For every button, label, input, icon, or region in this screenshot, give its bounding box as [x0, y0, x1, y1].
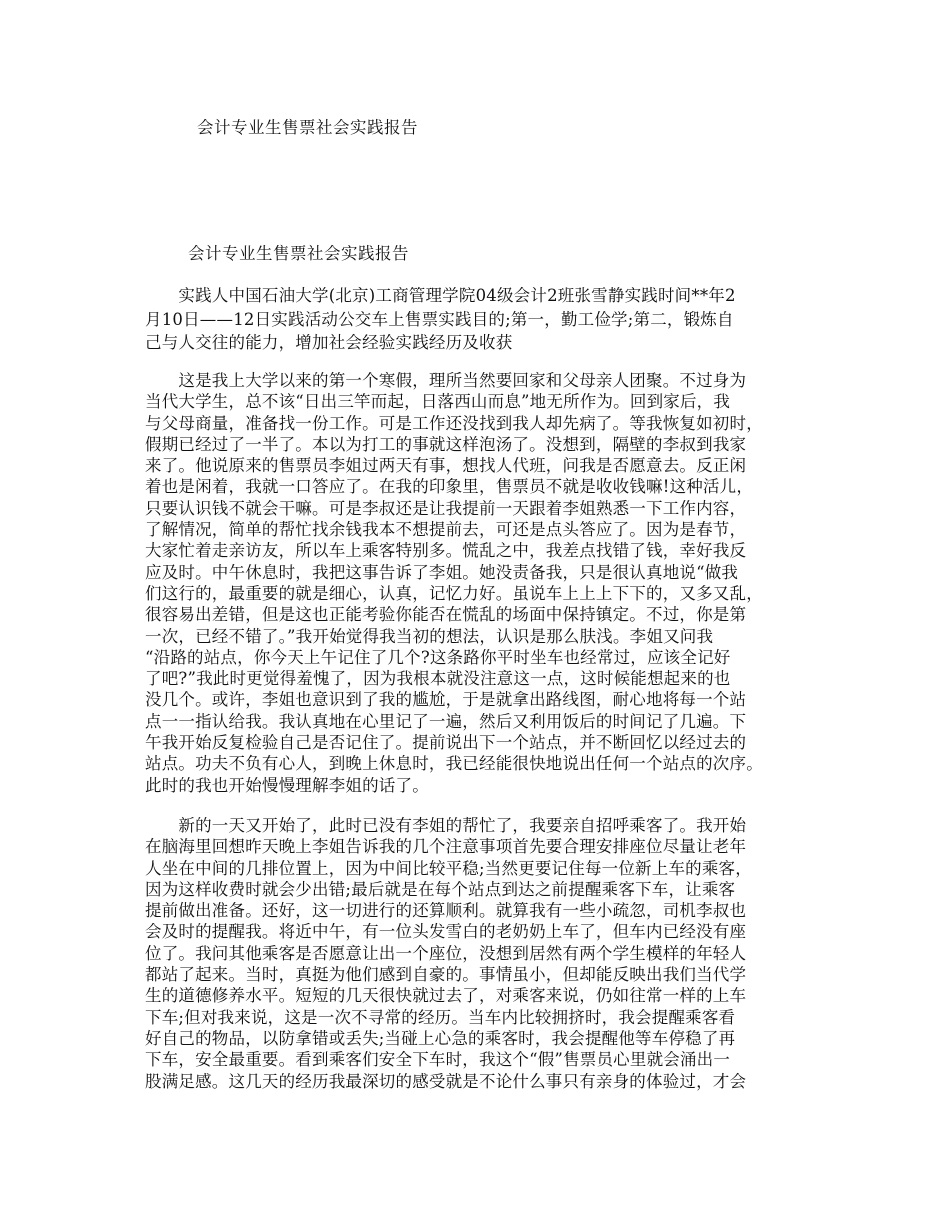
paragraph-1	[145, 370, 763, 796]
paragraph-2-line: 下车，安全最重要。看到乘客们安全下车时，我这个“假”售票员心里就会涌出一	[145, 1050, 731, 1070]
paragraph-1-line: 着也是闲着，我就一口答应了。在我的印象里，售票员不就是收收钱嘛!这种活儿，	[145, 477, 754, 497]
paragraph-2-line: 会及时的提醒我。将近中午，有一位头发雪白的老奶奶上车了，但车内已经没有座	[145, 922, 747, 942]
intro-paragraph	[145, 284, 736, 355]
intro-line: 己与人交往的能力，增加社会经验实践经历及收获	[145, 333, 513, 352]
header-title: 会计专业生售票社会实践报告	[197, 118, 418, 137]
paragraph-1-line: 了吧?”我此时更觉得羞愧了，因为我根本就没注意这一点，这时候能想起来的也	[145, 669, 731, 689]
paragraph-2-line: 在脑海里回想昨天晚上李姐告诉我的几个注意事项首先要合理安排座位尽量让老年	[145, 837, 747, 857]
paragraph-2-line: 下车;但对我来说，这是一次不寻常的经历。当车内比较拥挤时，我会提醒乘客看	[145, 1007, 736, 1027]
paragraph-2-line: 都站了起来。当时，真挺为他们感到自豪的。事情虽小，但却能反映出我们当代学	[145, 965, 747, 985]
intro-line: 月10日——12日实践活动公交车上售票实践目的;第一，勤工俭学;第二，锻炼自	[145, 309, 734, 329]
paragraph-2-line: 因为这样收费时就会少出错;最后就是在每个站点到达之前提醒乘客下车，让乘客	[145, 879, 736, 899]
paragraph-1-line: 了解情况，简单的帮忙找余钱我本不想提前去，可还是点头答应了。因为是春节，	[145, 520, 747, 540]
paragraph-1-line: 们这行的，最重要的就是细心，认真，记忆力好。虽说车上上上下下的，又多又乱，	[145, 583, 763, 603]
paragraph-2-line: 人坐在中间的几排位置上，因为中间比较平稳;当然更要记住每一位新上车的乘客，	[145, 858, 752, 878]
paragraph-1-line: 午我开始反复检验自己是否记住了。提前说出下一个站点，并不断回忆以经过去的	[145, 733, 747, 753]
document-title: 会计专业生售票社会实践报告	[188, 244, 409, 263]
paragraph-2-line: 新的一天又开始了，此时已没有李姐的帮忙了，我要亲自招呼乘客了。我开始	[145, 816, 747, 835]
paragraph-1-line: 来了。他说原来的售票员李姐过两天有事，想找人代班，问我是否愿意去。反正闲	[145, 456, 747, 476]
paragraph-1-line: 很容易出差错，但是这也正能考验你能否在慌乱的场面中保持镇定。不过，你是第	[145, 605, 747, 625]
paragraph-2-line: 好自己的物品，以防拿错或丢失;当碰上心急的乘客时，我会提醒他等车停稳了再	[145, 1028, 736, 1048]
intro-line: 实践人中国石油大学(北京)工商管理学院04级会计2班张雪静实践时间**年2	[145, 286, 736, 305]
paragraph-2	[145, 815, 752, 1092]
paragraph-1-line: “沿路的站点，你今天上午记住了几个?这条路你平时坐车也经常过，应该全记好	[145, 647, 731, 667]
paragraph-1-line: 这是我上大学以来的第一个寒假，理所当然要回家和父母亲人团聚。不过身为	[145, 371, 747, 390]
paragraph-1-line: 一次，已经不错了。”我开始觉得我当初的想法，认识是那么肤浅。李姐又问我	[145, 626, 714, 646]
paragraph-1-line: 此时的我也开始慢慢理解李姐的话了。	[145, 775, 429, 795]
paragraph-1-line: 当代大学生，总不该“日出三竿而起，日落西山而息”地无所作为。回到家后，我	[145, 392, 731, 412]
paragraph-2-line: 生的道德修养水平。短短的几天很快就过去了，对乘客来说，仍如往常一样的上车	[145, 986, 747, 1006]
paragraph-1-line: 点一一指认给我。我认真地在心里记了一遍，然后又利用饭后的时间记了几遍。下	[145, 711, 747, 731]
paragraph-1-line: 大家忙着走亲访友，所以车上乘客特别多。慌乱之中，我差点找错了钱，幸好我反	[145, 541, 747, 561]
paragraph-1-line: 假期已经过了一半了。本以为打工的事就这样泡汤了。没想到，隔壁的李叔到我家	[145, 434, 747, 454]
paragraph-2-line: 位了。我问其他乘客是否愿意让出一个座位，没想到居然有两个学生模样的年轻人	[145, 943, 747, 963]
paragraph-1-line: 只要认识钱不就会干嘛。可是李叔还是让我提前一天跟着李姐熟悉一下工作内容，	[145, 498, 747, 518]
paragraph-2-line: 提前做出准备。还好，这一切进行的还算顺利。就算我有一些小疏忽，司机李叔也	[145, 901, 747, 921]
paragraph-1-line: 站点。功夫不负有心人，到晚上休息时，我已经能很快地说出任何一个站点的次序。	[145, 754, 763, 774]
paragraph-1-line: 与父母商量，准备找一份工作。可是工作还没找到我人却先病了。等我恢复如初时，	[145, 413, 763, 433]
paragraph-1-line: 没几个。或许，李姐也意识到了我的尴尬，于是就拿出路线图，耐心地将每一个站	[145, 690, 747, 710]
paragraph-2-line: 股满足感。这几天的经历我最深切的感受就是不论什么事只有亲身的体验过，才会	[145, 1071, 747, 1091]
paragraph-1-line: 应及时。中午休息时，我把这事告诉了李姐。她没责备我，只是很认真地说“做我	[145, 562, 739, 582]
